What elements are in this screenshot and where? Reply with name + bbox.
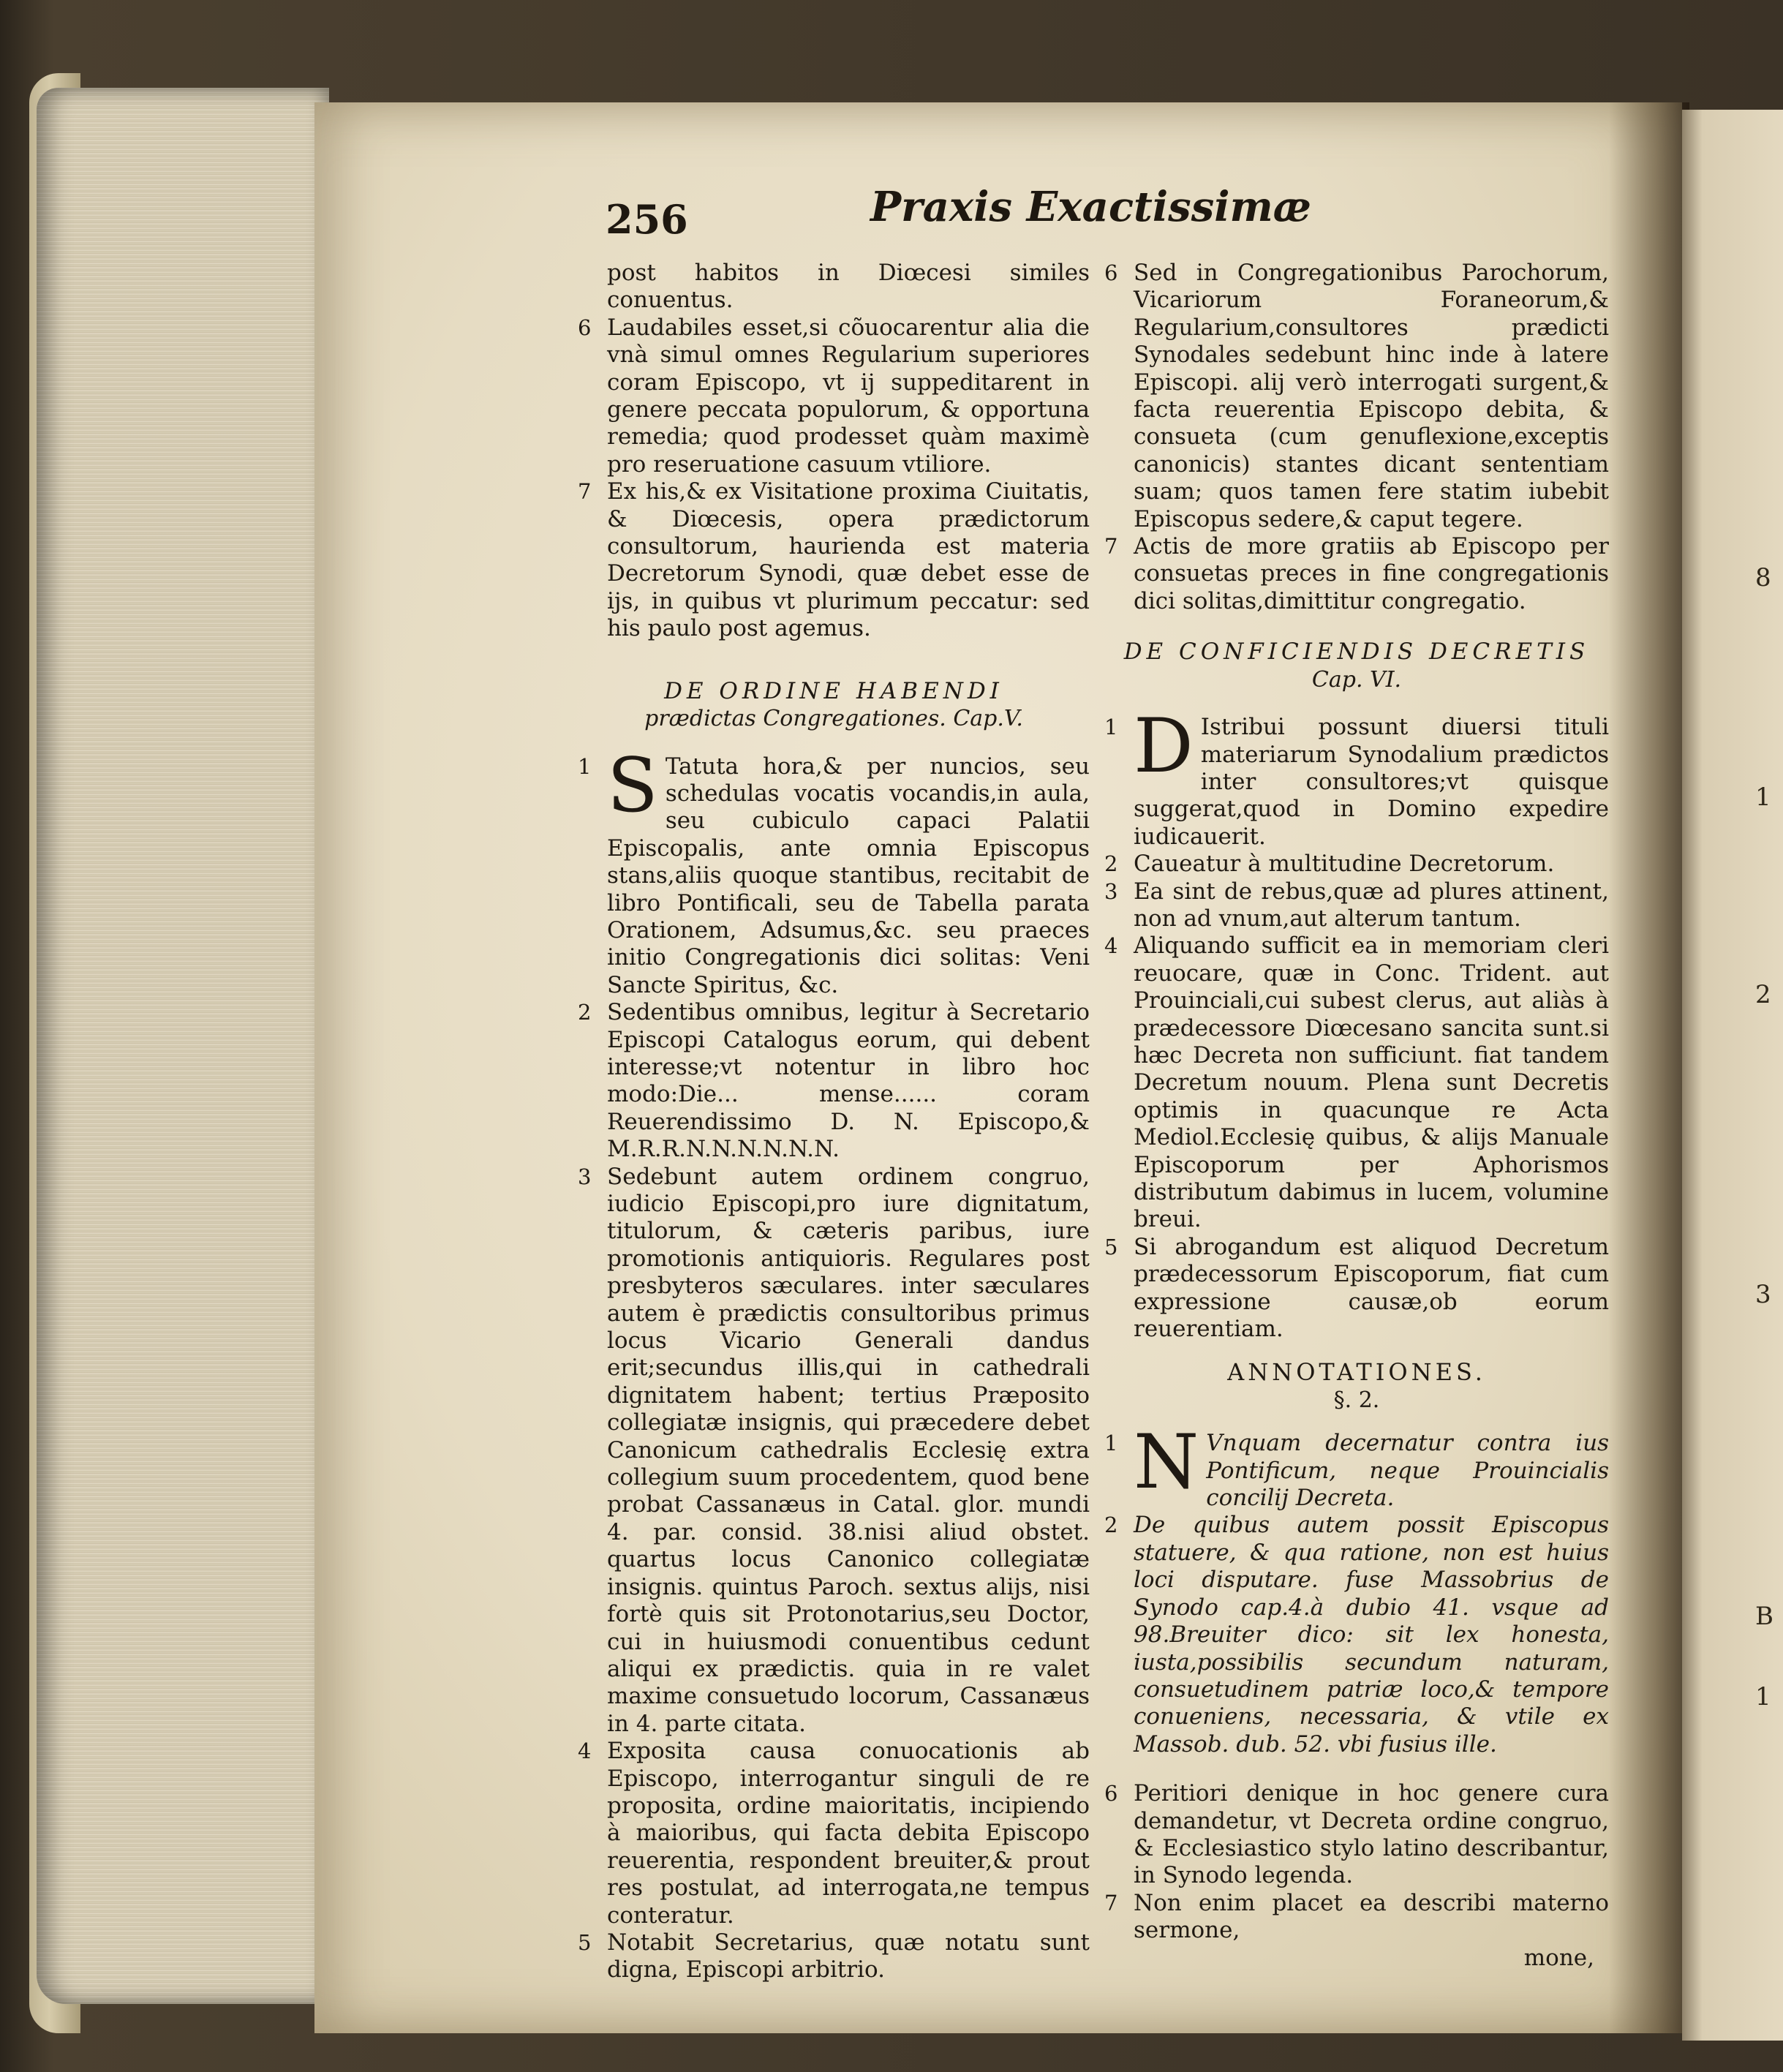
paragraph-6 (1104, 260, 1609, 533)
annotation-1 (1104, 1419, 1609, 1512)
paragraph-text: Sedebunt autem ordinem congruo, iudicio Episcopi,pro iure dignitatum, titulorum, & cæteris paribus, iure promotionis antiquioris. Regulares post presbyteros sæculares. inter sæculares autem è prædictis consultoribus primus locus Vicario Generali dandus erit;secundus illis,qui in cathedrali dignitatem habent; tertius Præposito collegiatæ insignis, qui præcedere debet Canonicum cathedralis Ecclesię extra collegium suum procedentem, quod bene probat Cassanæus in Catal. glor. mundi 4. par. consid. 38.nisi aliud obstet. quartus locus Canonico collegiatæ insignis. quintus Paroch. sextus alijs, nisi fortè quis sit Protonotarius,seu Doctor, cui in huiusmodi conuentibus cedunt aliqui ex prædictis. quia in re valet maxime consuetudo locorum, Cassanæus in 4. parte citata. (607, 1163, 1090, 1737)
drop-capital: S (607, 742, 658, 829)
paragraph-text: Laudabiles esset,si cõuocarentur alia die vnà simul omnes Regularium superiores coram Episcopo, vt ij suppeditarent in genere peccata populorum, & opportuna remedia; quod prodesset quàm maximè pro reseruatione casuum vtiliore. (607, 314, 1090, 478)
facing-page-number: 3 (1755, 1280, 1771, 1309)
annotation-text: Non enim placet ea describi materno sermone, (1134, 1889, 1609, 1944)
annotation-number: 1 (1104, 1431, 1118, 1456)
facing-page-number: 1 (1755, 783, 1771, 812)
facing-page-number: 1 (1755, 1682, 1771, 1711)
paragraph-4 (1104, 933, 1609, 1233)
paragraph-text: Exposita causa conuocationis ab Episcopo, interrogantur singuli de re proposita, ordine maioritatis, incipiendo à maioribus, qui facta debita Episcopo reuerentia, respondent breuiter,& prout res postulat, ad interrogata,ne tempus conteratur. (607, 1738, 1090, 1929)
facing-page-edge (1682, 110, 1783, 2041)
running-head: Praxis Exactissimæ (870, 183, 1311, 231)
paragraph-text: Si abrogandum est aliquod Decretum prædecessorum Episcoporum, fiat cum expressione causæ,ob eorum reuerentiam. (1134, 1233, 1609, 1343)
paragraph-number: 1 (578, 753, 592, 779)
paragraph-7 (1104, 533, 1609, 615)
paragraph-number: 6 (1104, 260, 1118, 285)
annotation-number: 7 (1104, 1890, 1118, 1915)
paragraph-3 (578, 1164, 1090, 1738)
paragraph-continued: post habitos in Diœcesi similes conuentus. (607, 260, 1090, 314)
paragraph-number: 2 (1104, 851, 1118, 877)
paragraph-number: 5 (1104, 1234, 1118, 1259)
paragraph-number: 7 (1104, 534, 1118, 560)
paragraph-text: Ea sint de rebus,quæ ad plures attinent, non ad vnum,aut alterum tantum. (1134, 878, 1609, 932)
paragraph-5 (1104, 1234, 1609, 1344)
catchword: mone, (1523, 1944, 1594, 1971)
paragraph-number: 5 (578, 1929, 592, 1955)
annotation-text: De quibus autem possit Episcopus statuere, & qua ratione, non est huius loci disputare. fuse Massobrius de Synodo cap.4.à dubio 41. vsque ad 98.Breuiter dico: sit lex honesta, iusta,possibilis secundum naturam, consuetudinem patriæ loco,& tempore conueniens, necessaria, & vtile ex Massob. dub. 52. vbi fusius ille. (1134, 1512, 1609, 1758)
chapter-subheading: Cap. VI. (1311, 666, 1402, 693)
annotation-7 (1104, 1890, 1609, 1945)
paragraph-number: 3 (578, 1164, 592, 1189)
paragraph-1 (1104, 703, 1609, 851)
paragraph-text: Ex his,& ex Visitatione proxima Ciuitatis, & Diœcesis, opera prædictorum consultorum, haurienda est materia Decretorum Synodi, quæ debet esse de ijs, in quibus vt plurimum peccatur: sed his paulo post agemus. (607, 478, 1090, 642)
paragraph-text: Actis de more gratiis ab Episcopo per consuetas preces in fine congregationis dici solitas,dimittitur congregatio. (1134, 533, 1609, 614)
annotation-number: 6 (1104, 1781, 1118, 1807)
paragraph-number: 3 (1104, 878, 1118, 904)
paragraph-text: Aliquando sufficit ea in memoriam cleri reuocare, quæ in Conc. Trident. aut Prouinciali,cui subest clerus, aut aliàs à prædecessore Diœcesano sancita sunt.si hæc Decreta non sufficiunt. fiat tandem Decretum nouum. Plena sunt Decretis optimis in quacunque re Acta Mediol.Ecclesię quibus, & alijs Manuale Episcoporum per Aphorismos distributum dabimus in lucem, volumine breui. (1134, 933, 1609, 1233)
paragraph-number: 6 (578, 314, 592, 340)
annotation-6 (1104, 1780, 1609, 1890)
page-block-edge (37, 88, 329, 2004)
annotation-text: Vnquam decernatur contra ius Pontificum, neque Prouincialis concilij Decreta. (1206, 1430, 1609, 1512)
paragraph-5 (578, 1929, 1090, 1984)
section-mark: §. 2. (1333, 1387, 1380, 1413)
facing-page-number: 2 (1755, 980, 1771, 1009)
right-column (1104, 260, 1609, 1972)
annotation-text: Peritiori denique in hoc genere cura demandetur, vt Decreta ordine congruo, & Ecclesiastico stylo latino describantur, in Synodo legenda. (1134, 1780, 1609, 1889)
paragraph-text: Caueatur à multitudine Decretorum. (1134, 851, 1555, 878)
chapter-subheading: prædictas Congregationes. Cap.V. (644, 706, 1023, 732)
paragraph-text: Tatuta hora,& per nuncios, seu schedulas vocatis vocandis,in aula, seu cubiculo capaci Palatii Episcopalis, ante omnia Episcopus stans,aliis quoque stantibus, recitabit de libro Pontificali, seu de Tabella parata Orationem, Adsumus,&c. seu praeces initio Congregationis dici solitas: Veni Sancte Spiritus, &c. (607, 753, 1090, 998)
paragraph-text: Istribui possunt diuersi tituli materiarum Synodalium prædictos inter consultores;vt quisque suggerat,quod in Domino expedire iudicauerit. (1134, 714, 1609, 850)
paragraph-6 (578, 314, 1090, 478)
paragraph-number: 1 (1104, 715, 1118, 740)
paragraph-number: 7 (578, 479, 592, 505)
paragraph-7 (578, 478, 1090, 642)
paragraph-2 (578, 999, 1090, 1163)
left-column (578, 260, 1090, 1984)
drop-capital: D (1134, 703, 1194, 791)
paragraph-number: 4 (1104, 933, 1118, 959)
paragraph-3 (1104, 878, 1609, 933)
paragraph-text: Sedentibus omnibus, legitur à Secretario Episcopi Catalogus eorum, qui debent interesse;vt notentur in libro hoc modo:Die... mense...... coram Reuerendissimo D. N. Episcopo,& M.R.R.N.N.N.N.N.N. (607, 999, 1090, 1163)
paragraph-number: 2 (578, 1000, 592, 1025)
facing-page-number: 8 (1755, 563, 1771, 592)
page-number: 256 (606, 196, 688, 243)
annotation-number: 2 (1104, 1512, 1118, 1538)
drop-capital: N (1134, 1419, 1199, 1507)
paragraph-1 (578, 742, 1090, 1000)
facing-page-letter: B (1755, 1602, 1773, 1631)
gutter-shadow (1609, 102, 1689, 2033)
paragraph-4 (578, 1738, 1090, 1929)
paragraph-text: Sed in Congregationibus Parochorum, Vicariorum Foraneorum,& Regularium,consultores prædicti Synodales sedebunt hinc inde à latere Episcopi. alij verò interrogati surgent,& facta reuerentia Episcopo debita, & consueta (cum genuflexione,exceptis canonicis) stantes dicant sententiam suam; quos tamen fere statim iubebit Episcopus sedere,& caput tegere. (1134, 260, 1609, 532)
chapter-heading: DE ORDINE HABENDI (664, 677, 1003, 704)
annotation-2 (1104, 1512, 1609, 1758)
annotations-heading: ANNOTATIONES. (1227, 1358, 1486, 1387)
paragraph-number: 4 (578, 1738, 592, 1764)
paragraph-2 (1104, 851, 1609, 878)
paragraph-text: Notabit Secretarius, quæ notatu sunt digna, Episcopi arbitrio. (607, 1929, 1090, 1984)
chapter-heading: DE CONFICIENDIS DECRETIS (1123, 638, 1590, 666)
